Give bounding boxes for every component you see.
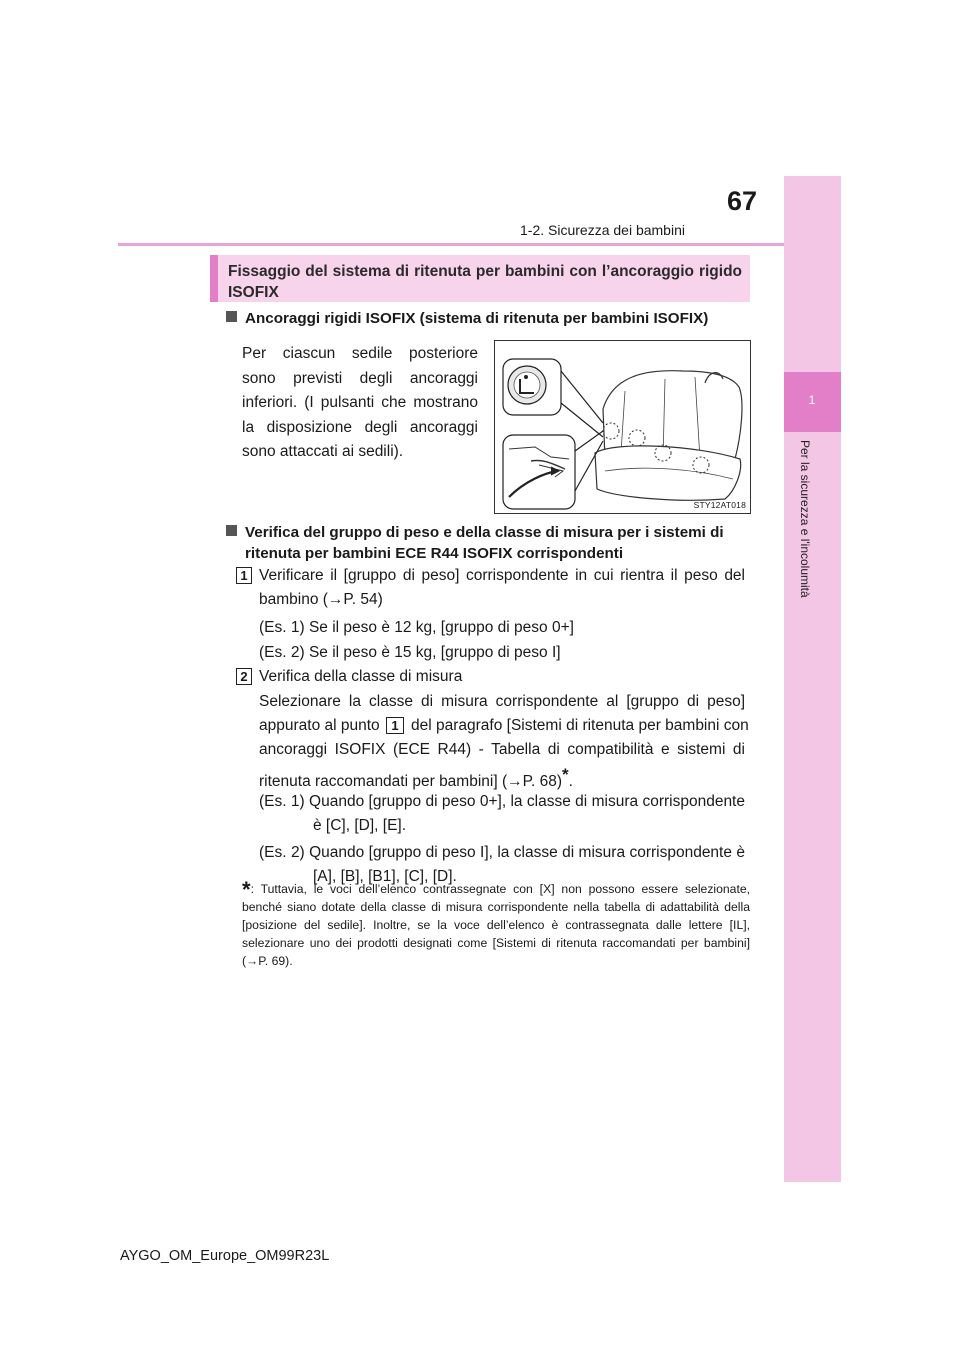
step1-example1: (Es. 1) Se il peso è 12 kg, [gruppo di peso 0+]: [259, 619, 574, 636]
subsection-title-line2: ritenuta per bambini ECE R44 ISOFIX corrispondenti: [245, 545, 624, 562]
step-number-1: 1: [236, 567, 252, 584]
bullet-square-icon: [226, 311, 237, 322]
bullet-square-icon: [226, 525, 237, 536]
chapter-title: Per la sicurezza e l'incolumità: [798, 440, 812, 598]
step2-text-line4-end: .: [568, 773, 573, 791]
section-title: 1-2. Sicurezza dei bambini: [520, 222, 685, 238]
subsection-title-isofix-anchors: [226, 308, 708, 330]
isofix-illustration: [494, 340, 751, 514]
step2-example2-line2: [A], [B], [B1], [C], [D].: [313, 868, 457, 885]
step1-example2: (Es. 2) Se il peso è 15 kg, [gruppo di peso I]: [259, 644, 561, 661]
step2-example1-line1: (Es. 1) Quando [gruppo di peso 0+], la classe di misura corrispondente: [259, 793, 745, 810]
section-heading: Fissaggio del sistema di ritenuta per bambini con l’ancoraggio rigido ISOFIX: [210, 255, 750, 302]
subsection-title-text: Ancoraggi rigidi ISOFIX (sistema di ritenuta per bambini ISOFIX): [245, 310, 709, 327]
step2-text-line4: [259, 764, 573, 793]
isofix-description: Per ciascun sedile posteriore sono previsti degli ancoraggi inferiori. (I pulsanti che mostrano la disposizione degli ancoraggi sono attaccati ai sedili).: [242, 345, 478, 460]
step2-example2-line1: (Es. 2) Quando [gruppo di peso I], la classe di misura corrispondente è: [259, 844, 745, 861]
footnote: [242, 877, 750, 970]
step2-text-line2a: appurato al punto: [259, 717, 380, 734]
step1-text-line1: Verificare il [gruppo di peso] corrispondente in cui rientra il peso del: [259, 567, 745, 584]
page-number: 67: [727, 186, 758, 216]
chapter-side-strip: [784, 176, 841, 1182]
footnote-text: : Tuttavia, le voci dell’elenco contrassegnate con [X] non possono essere selezionate, benché siano dotate della classe di misura corrispondente nella tabella di adattabilità della [posizione del sedile]. Inoltre, se la voce dell’elenco è contrassegnata dalle lettere [IL], selezionare uno dei prodotti designati come [Sistemi di ritenuta raccomandati per bambini] (→P. 69).: [242, 882, 750, 968]
footnote-star: *: [242, 877, 251, 902]
step2-title: Verifica della classe di misura: [259, 668, 463, 685]
document-code-footer: AYGO_OM_Europe_OM99R23L: [120, 1248, 330, 1264]
step2-text-line2b: del paragrafo [Sistemi di ritenuta per bambini con: [411, 717, 749, 734]
step1-text-line2: bambino (→P. 54): [259, 591, 383, 608]
step-number-2: 2: [236, 668, 252, 685]
step2-text-line4-main: ritenuta raccomandati per bambini] (→P. 68): [259, 773, 562, 791]
subsection-title-line1: Verifica del gruppo di peso e della classe di misura per i sistemi di: [245, 524, 724, 541]
illustration-code: STY12AT018: [693, 500, 746, 510]
step2-text-line1: Selezionare la classe di misura corrispondente al [gruppo di peso]: [259, 693, 745, 710]
step2-example1-line2: è [C], [D], [E].: [313, 817, 407, 834]
rear-seat-isofix-diagram: [495, 341, 752, 515]
step2-text-line3: ancoraggi ISOFIX (ECE R44) - Tabella di compatibilità e sistemi di: [259, 741, 745, 758]
inline-step-reference: 1: [386, 717, 404, 734]
header-rule: [118, 243, 784, 246]
subsection-title-weight-class: [226, 522, 724, 544]
chapter-number: 1: [808, 393, 816, 407]
footnote-mark: *: [561, 765, 569, 784]
